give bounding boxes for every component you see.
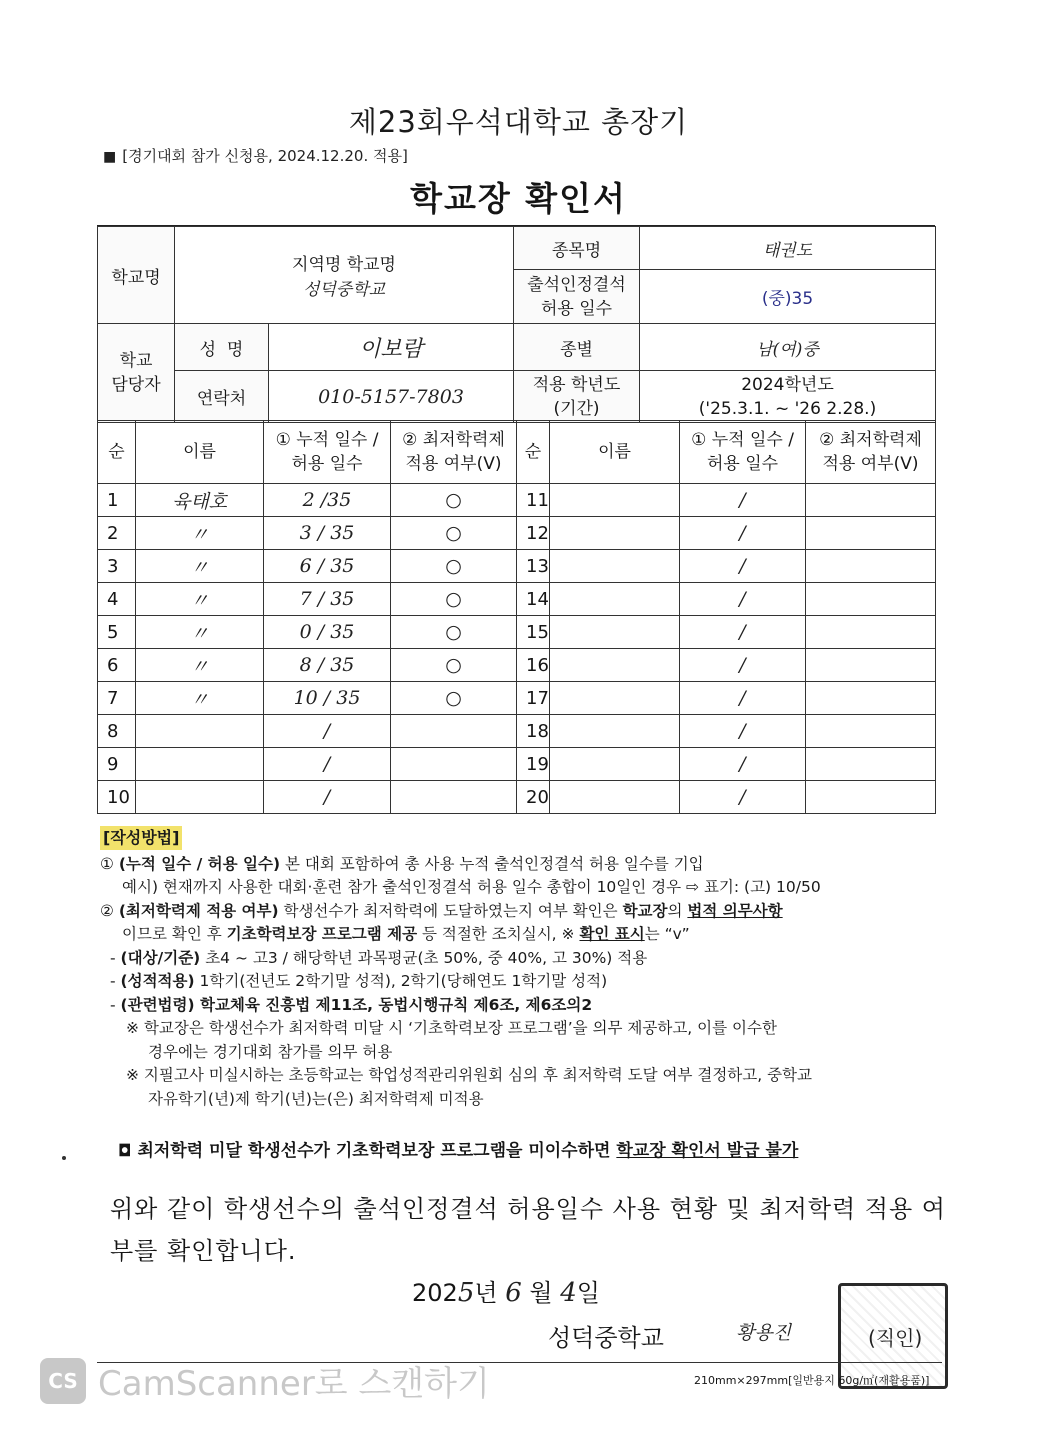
item2-bold: (최저학력제 적용 여부)	[118, 901, 279, 920]
row-no: 15	[517, 616, 550, 649]
cumulative-days: /	[680, 649, 806, 682]
item2-text-a: 학생선수가 최저학력에 도달하였는지 여부 확인은	[278, 901, 623, 920]
item2-line2-bold: 기초학력보장 프로그램 제공	[226, 925, 418, 943]
law-text: 학교체육 진흥법 제11조, 동법시행규칙 제6조, 제6조의2	[194, 995, 593, 1014]
row-no: 2	[98, 517, 136, 550]
table-row	[98, 517, 936, 550]
min-standard-check	[806, 781, 936, 814]
min-standard-check: ○	[391, 550, 517, 583]
dash: -	[110, 995, 116, 1014]
min-standard-check	[806, 715, 936, 748]
dash: -	[110, 972, 116, 990]
min-standard-check	[806, 649, 936, 682]
min-standard-check	[806, 517, 936, 550]
min-standard-check: ○	[391, 649, 517, 682]
athlete-roster-table	[97, 420, 936, 814]
roster-header-row	[98, 421, 936, 484]
month-label: 월	[529, 1279, 553, 1307]
cumulative-days: /	[264, 748, 391, 781]
athlete-name	[550, 748, 680, 781]
min-standard-check: ○	[391, 484, 517, 517]
item1-bold: (누적 일수 / 허용 일수)	[118, 854, 281, 873]
cumulative-days: 0 / 35	[264, 616, 391, 649]
item2-text-c: 의	[667, 901, 688, 920]
table-row	[98, 748, 936, 781]
table-row	[98, 649, 936, 682]
item2-line2-c: 는 “v”	[644, 925, 690, 943]
row-no: 18	[517, 715, 550, 748]
min-standard-check	[391, 715, 517, 748]
cumulative-days: 8 / 35	[264, 649, 391, 682]
athlete-name	[550, 550, 680, 583]
table-row	[98, 583, 936, 616]
paper-spec: 210mm×297mm[일반용지 60g/㎡(재활용품)]	[694, 1374, 930, 1387]
row-no: 16	[517, 649, 550, 682]
year-value: 2024학년도 ('25.3.1. ~ '26 2.28.)	[640, 371, 936, 423]
note-1-cont: 경우에는 경기대회 참가를 의무 허용	[148, 1042, 393, 1061]
cumulative-days: /	[680, 748, 806, 781]
seal-label: (직인)	[868, 1326, 923, 1350]
target-bold: (대상/기준)	[120, 948, 201, 967]
confirmation-statement: 위와 같이 학생선수의 출석인정결석 허용일수 사용 현황 및 최저학력 적용 여부를 확인합니다.	[110, 1195, 946, 1265]
target-criteria	[100, 947, 945, 971]
row-no: 14	[517, 583, 550, 616]
athlete-name: 〃	[136, 550, 264, 583]
table-row	[98, 484, 936, 517]
min-standard-check: ○	[391, 583, 517, 616]
table-row	[98, 715, 936, 748]
cumulative-days: /	[680, 682, 806, 715]
instruction-item-2	[100, 900, 945, 924]
min-standard-check: ○	[391, 682, 517, 715]
cumulative-days: 10 / 35	[264, 682, 391, 715]
row-no: 19	[517, 748, 550, 781]
school-value: 성덕중학교	[302, 280, 386, 300]
grade-bold: (성적적용)	[120, 972, 195, 990]
event-title: 제23회우석대학교 총장기	[348, 105, 689, 139]
instructions-header: [작성방법]	[100, 826, 182, 850]
min-standard-check	[806, 616, 936, 649]
header-no-right: 순	[517, 421, 550, 484]
dash: -	[110, 948, 116, 967]
cumulative-days: /	[680, 715, 806, 748]
principal-signature: 황용진	[736, 1322, 792, 1344]
row-no: 5	[98, 616, 136, 649]
row-no: 20	[517, 781, 550, 814]
item1-text: 본 대회 포함하여 총 사용 누적 출석인정결석 허용 일수를 기입	[280, 854, 704, 873]
table-row	[98, 616, 936, 649]
year-prefix: 202	[412, 1279, 458, 1307]
notice-underlined: 학교장 확인서 발급 불가	[616, 1141, 799, 1161]
min-standard-check	[391, 748, 517, 781]
athlete-name	[550, 484, 680, 517]
instruction-item-1-example: 예시) 현재까지 사용한 대회·훈련 참가 출석인정결석 허용 일수 총합이 10일인 경우 ⇨ 표기: (고) 10/50	[122, 878, 821, 896]
row-no: 3	[98, 550, 136, 583]
related-law	[100, 994, 945, 1018]
header-days: ① 누적 일수 / 허용 일수	[264, 421, 391, 484]
signature-date	[412, 1273, 600, 1308]
header-name-right: 이름	[550, 421, 680, 484]
manager-label: 학교 담당자	[98, 324, 175, 423]
cumulative-days: 3 / 35	[264, 517, 391, 550]
cumulative-days: /	[680, 550, 806, 583]
table-row	[98, 550, 936, 583]
cumulative-days: /	[680, 781, 806, 814]
table-row	[98, 781, 936, 814]
min-standard-check	[806, 550, 936, 583]
header-name: 이름	[136, 421, 264, 484]
header-min-standard-right: ② 최저학력제 적용 여부(V)	[806, 421, 936, 484]
watermark-text: CamScanner로 스캔하기	[98, 1364, 490, 1404]
min-standard-check	[806, 682, 936, 715]
cumulative-days: /	[680, 616, 806, 649]
min-standard-check	[806, 748, 936, 781]
law-bold: (관련법령)	[120, 995, 195, 1014]
note-text: [경기대회 참가 신청용, 2024.12.20. 적용]	[122, 147, 408, 165]
signing-school: 성덕중학교	[548, 1324, 664, 1352]
school-info-table	[97, 226, 936, 423]
item2-marker: ②	[100, 901, 114, 920]
cumulative-days: /	[680, 517, 806, 550]
note-1: ※ 학교장은 학생선수가 최저학력 미달 시 ‘기초학력보장 프로그램’을 의무 제공하고, 이를 이수한	[126, 1019, 777, 1037]
athlete-name	[136, 715, 264, 748]
instruction-item-2-cont	[100, 923, 945, 947]
min-standard-check: ○	[391, 517, 517, 550]
athlete-name: 육태호	[136, 484, 264, 517]
row-no: 10	[98, 781, 136, 814]
item2-line2-ul: 확인 표시	[579, 925, 645, 943]
item1-marker: ①	[100, 854, 114, 873]
item2-line2-b: 등 적절한 조치실시, ※	[417, 925, 580, 943]
athlete-name	[550, 781, 680, 814]
writing-instructions	[100, 826, 945, 1111]
cumulative-days: /	[680, 583, 806, 616]
row-no: 1	[98, 484, 136, 517]
athlete-name	[550, 715, 680, 748]
min-standard-check	[806, 583, 936, 616]
contact-value: 010-5157-7803	[269, 371, 514, 423]
cumulative-days: /	[264, 781, 391, 814]
header-no: 순	[98, 421, 136, 484]
athlete-name: 〃	[136, 583, 264, 616]
row-no: 6	[98, 649, 136, 682]
athlete-name	[550, 616, 680, 649]
instruction-item-1	[100, 853, 945, 877]
row-no: 12	[517, 517, 550, 550]
year-suffix: 년	[474, 1279, 498, 1307]
cumulative-days: /	[264, 715, 391, 748]
athlete-name	[550, 682, 680, 715]
athlete-name	[136, 781, 264, 814]
year-label: 적용 학년도 (기간)	[514, 371, 640, 423]
school-label: 학교명	[98, 227, 175, 324]
school-cell	[175, 227, 514, 324]
athlete-name	[550, 517, 680, 550]
row-no: 7	[98, 682, 136, 715]
header-days-right: ① 누적 일수 / 허용 일수	[680, 421, 806, 484]
day-value: 4	[560, 1278, 577, 1308]
sport-label: 종목명	[514, 227, 640, 270]
month-value: 6	[505, 1278, 522, 1308]
cumulative-days: 7 / 35	[264, 583, 391, 616]
min-standard-check: ○	[391, 616, 517, 649]
notice-text: 최저학력 미달 학생선수가 기초학력보장 프로그램을 미이수하면	[137, 1141, 617, 1161]
allowed-days-label: 출석인정결석 허용 일수	[514, 270, 640, 324]
issuance-notice	[118, 1136, 798, 1161]
table-row	[98, 682, 936, 715]
day-label: 일	[576, 1279, 600, 1307]
grade-application	[100, 970, 945, 994]
roster-body	[98, 484, 936, 814]
row-no: 4	[98, 583, 136, 616]
min-standard-check	[391, 781, 517, 814]
contact-label: 연락처	[175, 371, 269, 423]
row-no: 17	[517, 682, 550, 715]
notice-marker: ◘	[118, 1141, 132, 1160]
camscanner-watermark	[40, 1356, 490, 1405]
school-sublabel: 지역명 학교명	[292, 255, 396, 275]
row-no: 11	[517, 484, 550, 517]
manager-name-value: 이보람	[269, 324, 514, 371]
allowed-days-value: (중)35	[640, 270, 936, 324]
athlete-name	[550, 583, 680, 616]
category-value: 남(여)중	[640, 324, 936, 371]
cumulative-days: 6 / 35	[264, 550, 391, 583]
row-no: 8	[98, 715, 136, 748]
scan-dot	[62, 1156, 66, 1160]
min-standard-check	[806, 484, 936, 517]
item2-bold-d: 법적 의무사항	[687, 901, 783, 920]
athlete-name: 〃	[136, 616, 264, 649]
document-title: 학교장 확인서	[410, 179, 627, 218]
item2-line2-a: 이므로 확인 후	[122, 925, 227, 943]
cumulative-days: /	[680, 484, 806, 517]
cumulative-days: 2 /35	[264, 484, 391, 517]
athlete-name: 〃	[136, 517, 264, 550]
note-2: ※ 지필고사 미실시하는 초등학교는 학업성적관리위원회 심의 후 최저학력 도달 여부 결정하고, 중학교	[126, 1066, 813, 1084]
camscanner-logo-icon: CS	[40, 1358, 86, 1404]
application-note	[103, 145, 408, 166]
category-label: 종별	[514, 324, 640, 371]
item2-bold-b: 학교장	[622, 901, 668, 920]
grade-text: 1학기(전년도 2학기말 성적), 2학기(당해연도 1학기말 성적)	[194, 972, 608, 990]
athlete-name: 〃	[136, 649, 264, 682]
year-digit: 5	[457, 1278, 475, 1308]
header-min-standard: ② 최저학력제 적용 여부(V)	[391, 421, 517, 484]
row-no: 13	[517, 550, 550, 583]
athlete-name: 〃	[136, 682, 264, 715]
row-no: 9	[98, 748, 136, 781]
sport-value: 태권도	[640, 227, 936, 270]
name-label: 성 명	[175, 324, 269, 371]
note-2-cont: 자유학기(년)제 학기(년)는(은) 최저학력제 미적용	[148, 1089, 484, 1108]
note-marker: ■	[103, 149, 117, 165]
target-text: 초4 ~ 고3 / 해당학년 과목평균(초 50%, 중 40%, 고 30%) 적용	[200, 948, 648, 967]
athlete-name	[136, 748, 264, 781]
athlete-name	[550, 649, 680, 682]
